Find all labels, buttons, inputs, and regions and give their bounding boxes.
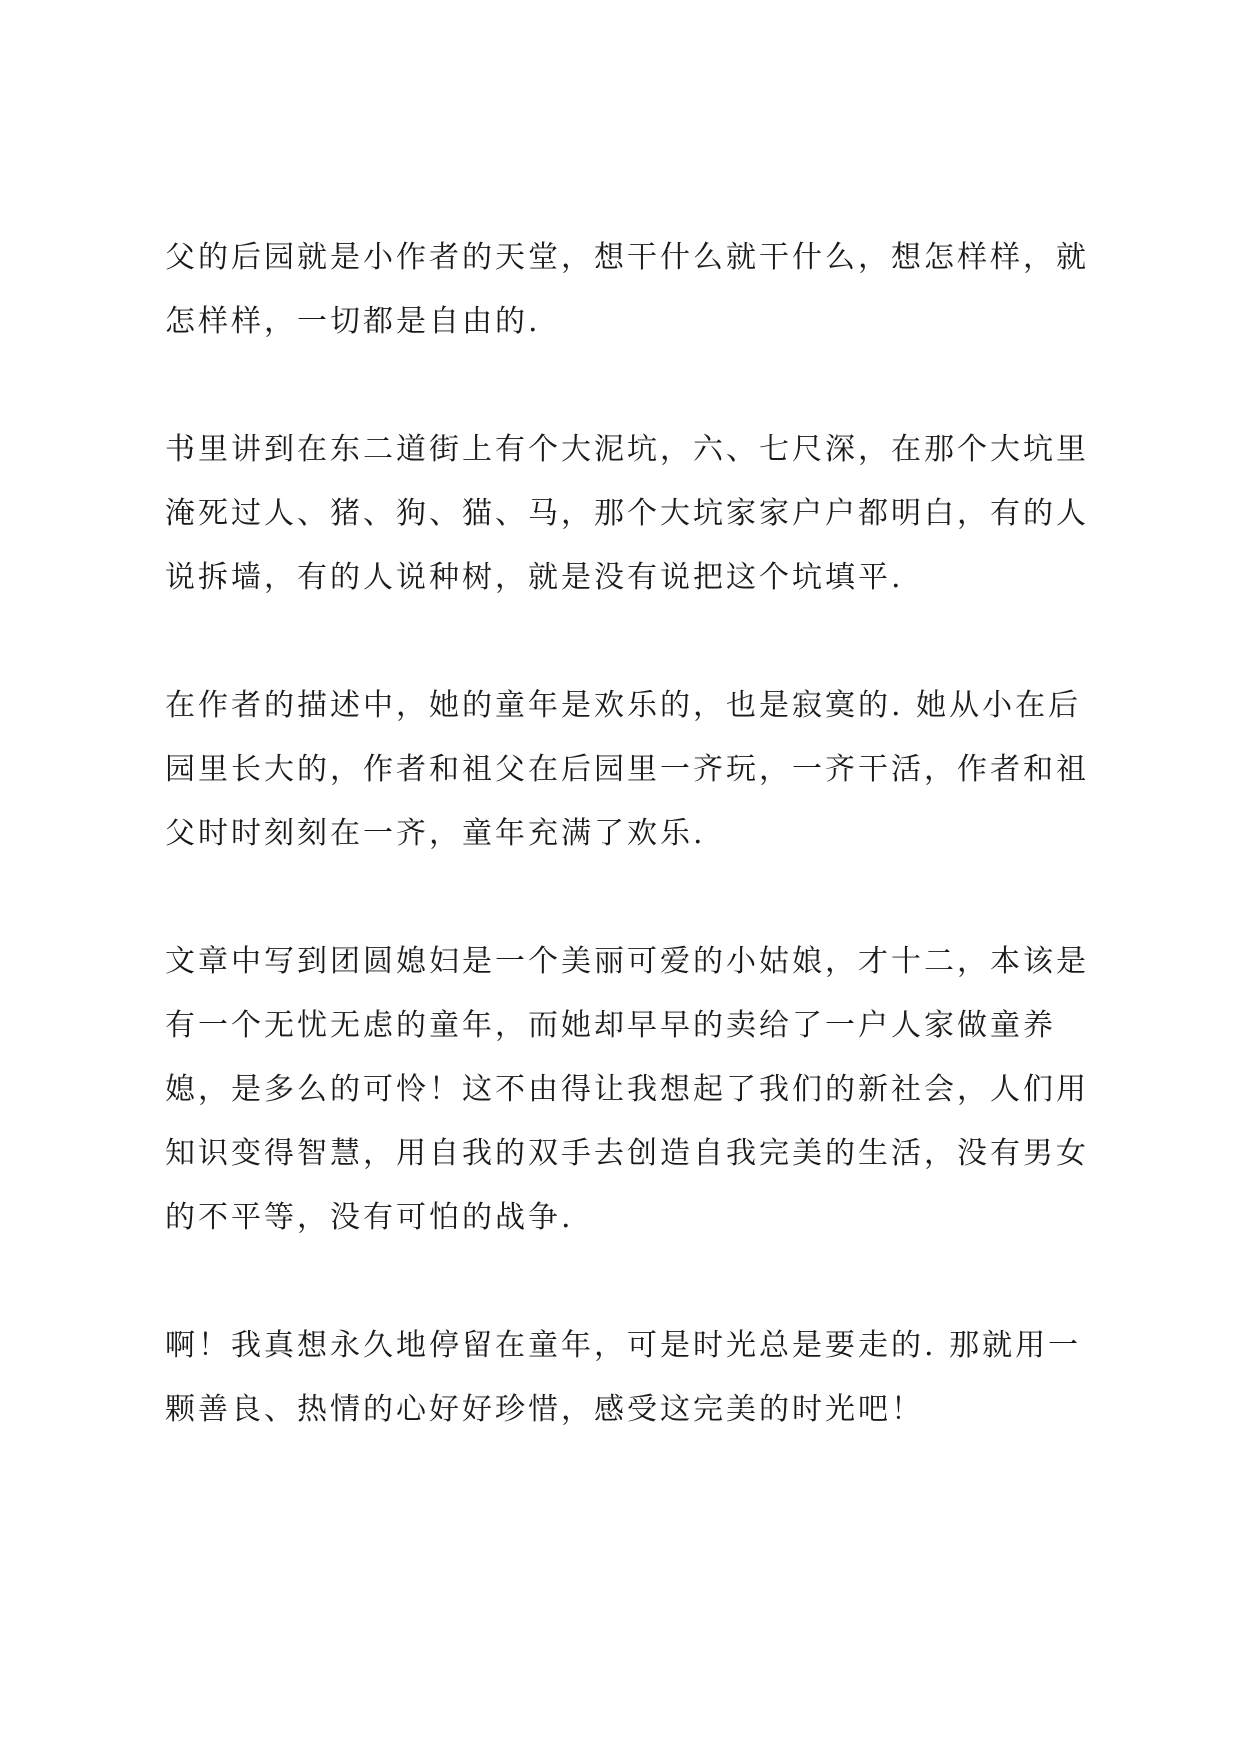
paragraph-line: 书里讲到在东二道街上有个大泥坑，六、七尺深，在那个大坑里 bbox=[165, 432, 1089, 467]
paragraph-line: 文章中写到团圆媳妇是一个美丽可爱的小姑娘，才十二，本该是 bbox=[165, 944, 1089, 979]
paragraph-line: 说拆墙，有的人说种树，就是没有说把这个坑填平. bbox=[165, 560, 904, 595]
paragraph-line: 怎样样，一切都是自由的. bbox=[165, 304, 541, 339]
paragraph-4 bbox=[165, 930, 1095, 1250]
paragraph-line: 园里长大的，作者和祖父在后园里一齐玩，一齐干活，作者和祖 bbox=[165, 752, 1089, 787]
paragraph-line: 父时时刻刻在一齐，童年充满了欢乐. bbox=[165, 816, 706, 851]
document-body bbox=[165, 226, 1095, 1442]
paragraph-line: 有一个无忧无虑的童年，而她却早早的卖给了一户人家做童养 bbox=[165, 1008, 1056, 1043]
paragraph-line: 啊！我真想永久地停留在童年，可是时光总是要走的. 那就用一 bbox=[165, 1328, 1082, 1363]
paragraph-line: 颗善良、热情的心好好珍惜，感受这完美的时光吧！ bbox=[165, 1392, 924, 1427]
paragraph-1 bbox=[165, 226, 1095, 354]
paragraph-2 bbox=[165, 418, 1095, 610]
paragraph-line: 在作者的描述中，她的童年是欢乐的，也是寂寞的. 她从小在后 bbox=[165, 688, 1082, 723]
paragraph-line: 淹死过人、猪、狗、猫、马，那个大坑家家户户都明白，有的人 bbox=[165, 496, 1089, 531]
paragraph-line: 父的后园就是小作者的天堂，想干什么就干什么，想怎样样，就 bbox=[165, 240, 1089, 275]
paragraph-5 bbox=[165, 1314, 1095, 1442]
paragraph-line: 媳，是多么的可怜！这不由得让我想起了我们的新社会，人们用 bbox=[165, 1072, 1089, 1107]
paragraph-line: 的不平等，没有可怕的战争. bbox=[165, 1200, 574, 1235]
paragraph-line: 知识变得智慧，用自我的双手去创造自我完美的生活，没有男女 bbox=[165, 1136, 1089, 1171]
paragraph-3 bbox=[165, 674, 1095, 866]
